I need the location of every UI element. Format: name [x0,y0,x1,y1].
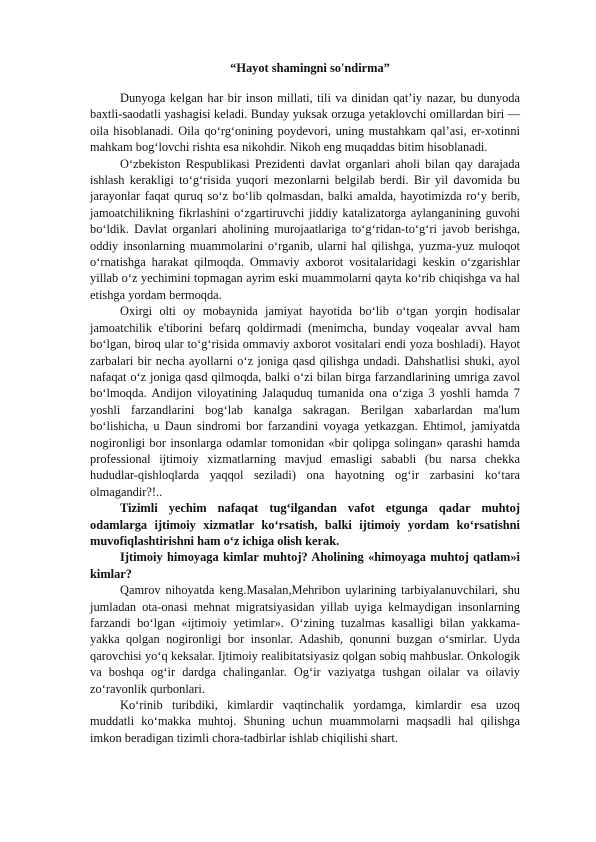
paragraph-5-bold-question: Ijtimoiy himoyaga kimlar muhtoj? Aholining «himoyaga muhtoj qatlam»i kimlar? [90,550,520,581]
paragraph-6: Qamrov nihoyatda keng.Masalan,Mehribon uylarining tarbiyalanuvchilari, shu jumladan ota-onasi mehnat migratsiyasidan yillab uyiga kelmaydigan insonlarning farzandi bo‘lgan «ijtimoiy yetimlar». O‘zining tuzalmas kasalligi bilan yakkama-yakka qolgan nogironligi bor insonlar. Adashib, qonunni buzgan o‘smirlar. Uyda qarovchisi yo‘q keksalar. Ijtimoiy realibitatsiyasiz qolgan sobiq mahbuslar. Onkologik va boshqa og‘ir dardga chalinganlar. Og‘ir vaziyatga tushgan oilalar va oilaviy zo‘ravonlik qurbonlari. [90,583,520,696]
document-body [90,90,520,746]
paragraph-7: Ko‘rinib turibdiki, kimlardir vaqtinchalik yordamga, kimlardir esa uzoq muddatli ko‘makka muhtoj. Shuning uchun muammolarni maqsadli hal qilishga imkon beradigan tizimli chora-tadbirlar ishlab chiqilishi shart. [90,698,520,745]
paragraph-1: Dunyoga kelgan har bir inson millati, tili va dinidan qat’iy nazar, bu dunyoda baxtli-saodatli yashagisi keladi. Bunday yuksak orzuga yetaklovchi omillardan biri — oila hisoblanadi. Oila qo‘rg‘onining poydevori, uning mustahkam qal’asi, er-xotinni mahkam bog‘lovchi rishta esa nikohdir. Nikoh eng muqaddas bitim hisoblanadi. [90,91,520,155]
paragraph-2: O‘zbekiston Respublikasi Prezidenti davlat organlari aholi bilan qay darajada ishlash kerakligi to‘g‘risida yuqori mezonlarni belgilab berdi. Bir yil davomida bu jarayonlar faqat quruq so‘z bo‘lib qolmasdan, balki amalda, hayotimizda ro‘y berib, jamoatchilikning fikrlashini o‘zgartiruvchi jiddiy katalizatorga aylanganining guvohi bo‘ldik. Davlat organlari aholining murojaatlariga to‘g‘ridan-to‘g‘ri javob berishga, oddiy insonlarning muammolarini o‘rganib, ularni hal qilishga, yuzma-yuz muloqot o‘rnatishga harakat qilmoqda. Ommaviy axborot vositalaridagi keskin o‘zgarishlar yillab o‘z yechimini topmagan ayrim eski muammolarni qayta ko‘rib chiqishga va hal etishga yordam bermoqda. [90,156,520,302]
document-page [90,60,520,746]
paragraph-3: Oxirgi olti oy mobaynida jamiyat hayotida bo‘lib o‘tgan yorqin hodisalar jamoatchilik e'tiborini befarq qoldirmadi (menimcha, bunday voqealar avval ham bo‘lgan, biroq ular to‘g‘risida ommaviy axborot vositalari endi yoza boshladi). Hayot zarbalari bir necha ayollarni o‘z joniga qasd qilishga undadi. Dahshatlisi shuki, ayol nafaqat o‘z joniga qasd qilmoqda, balki o‘zi bilan birga farzandlarining umriga zavol bo‘lmoqda. Andijon viloyatining Jalaquduq tumanida ona o‘ziga 3 yoshli hamda 7 yoshli farzandlarini bog‘lab kanalga sakragan. Berilgan xabarlardan ma'lum bo‘lishicha, u Daun sindromi bor farzandini voyaga yetkazgan. Ehtimol, jamiyatda nogironligi bor insonlarga odamlar tomonidan «bir qolipga solingan» qarashi hamda professional ijtimoiy xizmatlarning mavjud emasligi sababli (bu narsa chekka hududlar-qishloqlarda yaqqol seziladi) ona hayotning og‘ir zarbasini ko‘tara olmagandir?!.. [90,304,520,499]
paragraph-4-bold: Tizimli yechim nafaqat tug‘ilgandan vafot etgunga qadar muhtoj odamlarga ijtimoiy xizmatlar ko‘rsatish, balki ijtimoiy yordam ko‘rsatishni muvofiqlashtirishni ham o‘z ichiga olish kerak. [90,501,520,548]
document-title: “Hayot shamingni so'ndirma” [230,61,390,75]
